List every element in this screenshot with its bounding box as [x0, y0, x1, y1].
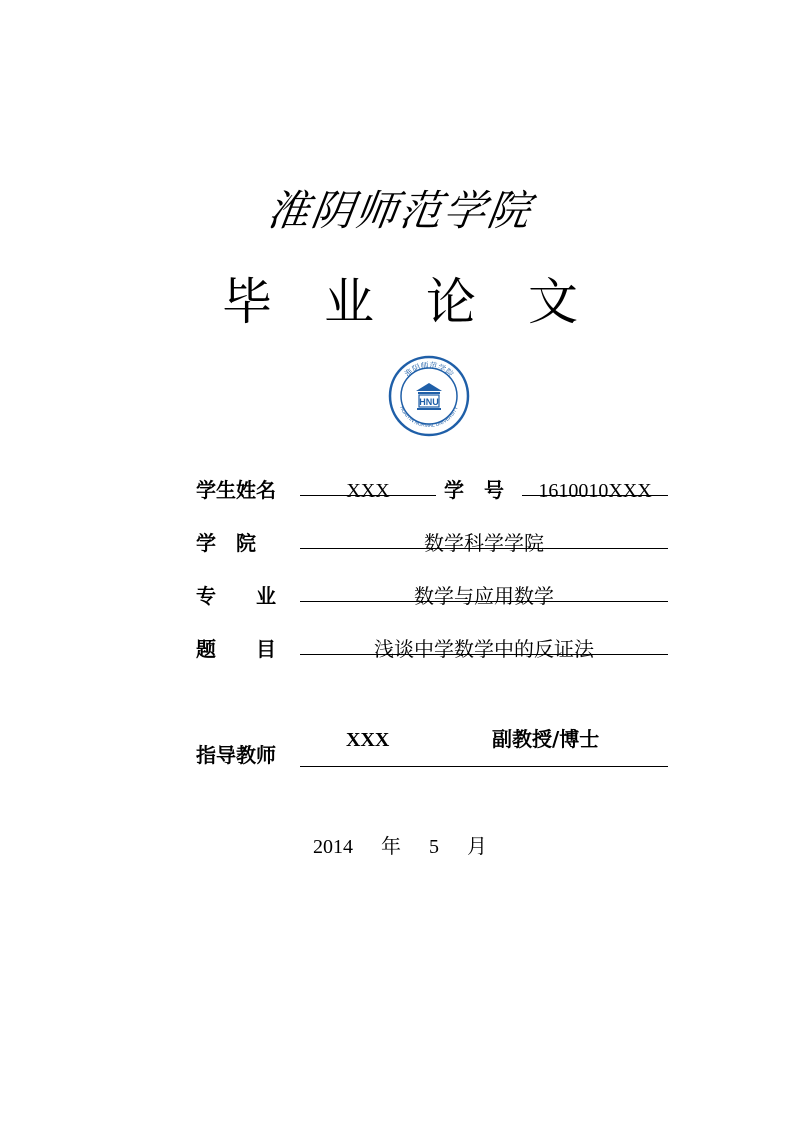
major-label: 专 业 [196, 584, 276, 608]
submission-date [0, 830, 800, 859]
student-name-value: XXX [346, 480, 390, 502]
student-info-row [196, 465, 668, 505]
date-month: 5 [429, 836, 439, 858]
advisor-row [196, 726, 668, 766]
student-name-label: 学生姓名 [196, 478, 276, 502]
major-row [196, 571, 668, 611]
topic-label: 题 目 [196, 637, 276, 661]
date-year: 2014 [313, 836, 353, 858]
seal-chinese-text: 淮阴师范学院 [403, 360, 455, 379]
advisor-name: XXX [346, 729, 390, 751]
student-id-label: 学 号 [444, 478, 504, 502]
document-type-title: 毕业论文 [222, 273, 630, 331]
university-seal-icon [388, 355, 470, 437]
topic-row [196, 624, 668, 664]
advisor-title: 副教授/博士 [492, 727, 600, 751]
college-value: 数学科学学院 [424, 531, 544, 555]
advisor-label: 指导教师 [196, 743, 276, 767]
college-row [196, 518, 668, 558]
seal-english-text: HUAIYIN NORMAL UNIVERSITY [398, 405, 460, 430]
topic-value: 浅谈中学数学中的反证法 [374, 637, 594, 661]
university-name-calligraphy: 淮阴师范学院 [264, 186, 536, 235]
college-label: 学 院 [196, 531, 256, 555]
date-month-unit: 月 [467, 834, 487, 858]
student-id-value: 1610010XXX [538, 480, 652, 502]
seal-initials: HNU [419, 397, 439, 407]
date-year-unit: 年 [381, 834, 401, 858]
major-value: 数学与应用数学 [414, 584, 554, 608]
